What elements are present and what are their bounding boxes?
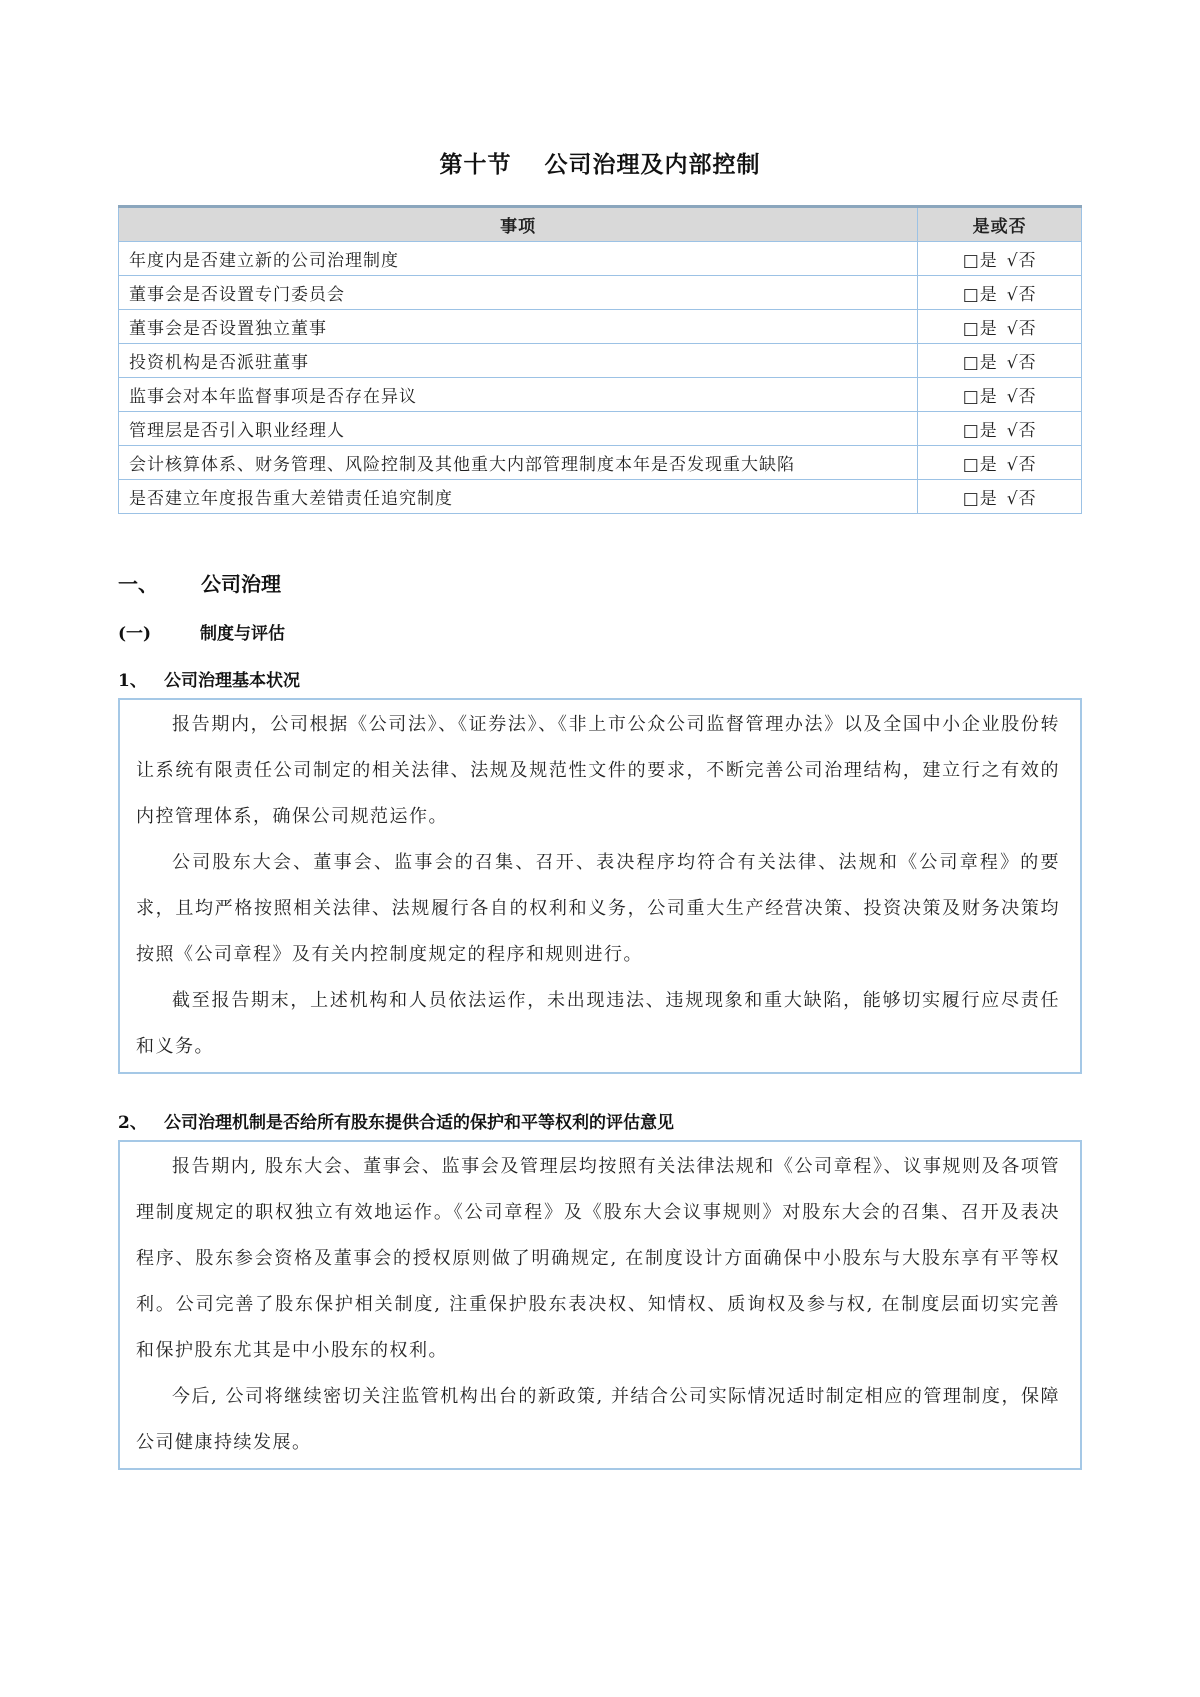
item-cell: 投资机构是否派驻董事 <box>119 344 918 378</box>
item-cell: 管理层是否引入职业经理人 <box>119 412 918 446</box>
no-option <box>1007 280 1037 305</box>
item-cell: 董事会是否设置专门委员会 <box>119 276 918 310</box>
checkbox-empty-icon: □ <box>962 353 980 373</box>
checkbox-empty-icon: □ <box>962 319 980 339</box>
table-row <box>119 276 1082 310</box>
checkmark-icon: √ <box>1006 455 1019 475</box>
section-title: 公司治理 <box>201 572 281 596</box>
yes-label: 是 <box>979 319 998 339</box>
no-option <box>1007 484 1037 509</box>
checkmark-icon: √ <box>1006 421 1019 441</box>
yes-label: 是 <box>979 489 998 509</box>
section-heading-governance <box>118 568 1082 597</box>
yes-label: 是 <box>979 353 998 373</box>
item1-heading <box>118 666 1082 691</box>
no-option <box>1007 348 1037 373</box>
checkbox-empty-icon: □ <box>962 387 980 407</box>
no-label: 否 <box>1018 455 1037 475</box>
checkbox-empty-icon: □ <box>962 285 980 305</box>
checkbox-empty-icon: □ <box>962 489 980 509</box>
yes-option <box>963 416 998 441</box>
yes-label: 是 <box>979 285 998 305</box>
paragraph: 报告期内，公司根据《公司法》、《证券法》、《非上市公众公司监督管理办法》以及全国中小企业股份转让系统有限责任公司制定的相关法律、法规及规范性文件的要求，不断完善公司治理结构，建立行之有效的内控管理体系，确保公司规范运作。 <box>136 714 1060 827</box>
yes-option <box>963 382 998 407</box>
checkmark-icon: √ <box>1006 353 1019 373</box>
table-row <box>119 412 1082 446</box>
no-option <box>1007 246 1037 271</box>
paragraph: 截至报告期末，上述机构和人员依法运作，未出现违法、违规现象和重大缺陷，能够切实履行应尽责任和义务。 <box>136 990 1060 1057</box>
table-row <box>119 344 1082 378</box>
item1-text-block <box>118 698 1082 1074</box>
paragraph: 公司股东大会、董事会、监事会的召集、召开、表决程序均符合有关法律、法规和《公司章程》的要求，且均严格按照相关法律、法规履行各自的权利和义务，公司重大生产经营决策、投资决策及财务决策均按照《公司章程》及有关内控制度规定的程序和规则进行。 <box>136 852 1060 965</box>
checkmark-icon: √ <box>1006 285 1019 305</box>
item-cell: 董事会是否设置独立董事 <box>119 310 918 344</box>
item1-number: 1、 <box>118 671 147 691</box>
yes-option <box>963 314 998 339</box>
item2-text-block <box>118 1140 1082 1470</box>
answer-cell <box>918 344 1082 378</box>
answer-cell <box>918 446 1082 480</box>
yes-label: 是 <box>979 455 998 475</box>
answer-cell <box>918 276 1082 310</box>
no-label: 否 <box>1018 285 1037 305</box>
no-option <box>1007 450 1037 475</box>
item2-heading <box>118 1108 1082 1133</box>
table-header-row <box>119 207 1082 242</box>
yes-option <box>963 280 998 305</box>
item-cell: 年度内是否建立新的公司治理制度 <box>119 242 918 276</box>
yes-option <box>963 246 998 271</box>
yes-label: 是 <box>979 387 998 407</box>
table-row <box>119 310 1082 344</box>
checkmark-icon: √ <box>1006 387 1019 407</box>
table-row <box>119 446 1082 480</box>
checkbox-empty-icon: □ <box>962 455 980 475</box>
item2-number: 2、 <box>118 1113 147 1133</box>
yes-option <box>963 484 998 509</box>
yes-label: 是 <box>979 251 998 271</box>
governance-checklist-table <box>118 205 1082 514</box>
no-label: 否 <box>1018 489 1037 509</box>
answer-cell <box>918 378 1082 412</box>
item2-title: 公司治理机制是否给所有股东提供合适的保护和平等权利的评估意见 <box>164 1113 674 1133</box>
table-row <box>119 378 1082 412</box>
answer-cell <box>918 310 1082 344</box>
no-option <box>1007 416 1037 441</box>
column-header-item: 事项 <box>119 207 918 242</box>
section-number: 一、 <box>118 572 158 596</box>
answer-cell <box>918 412 1082 446</box>
paragraph: 今后, 公司将继续密切关注监管机构出台的新政策, 并结合公司实际情况适时制定相应的管理制度，保障公司健康持续发展。 <box>136 1386 1060 1453</box>
checkmark-icon: √ <box>1006 319 1019 339</box>
subsection-number: (一) <box>118 624 152 644</box>
paragraph: 报告期内, 股东大会、董事会、监事会及管理层均按照有关法律法规和《公司章程》、议事规则及各项管理制度规定的职权独立有效地运作。《公司章程》及《股东大会议事规则》对股东大会的召集、召开及表决程序、股东参会资格及董事会的授权原则做了明确规定, 在制度设计方面确保中小股东与大股东享有平等权利。公司完善了股东保护相关制度, 注重保护股东表决权、知情权、质询权及参与权, 在制度层面切实完善和保护股东尤其是中小股东的权利。 <box>136 1156 1060 1361</box>
no-option <box>1007 314 1037 339</box>
checkmark-icon: √ <box>1006 251 1019 271</box>
item-cell: 监事会对本年监督事项是否存在异议 <box>119 378 918 412</box>
checkbox-empty-icon: □ <box>962 251 980 271</box>
column-header-yes-or-no: 是或否 <box>918 207 1082 242</box>
yes-option <box>963 450 998 475</box>
no-label: 否 <box>1018 319 1037 339</box>
subsection-heading-system-evaluation <box>118 619 1082 644</box>
subsection-title: 制度与评估 <box>200 624 285 644</box>
no-label: 否 <box>1018 251 1037 271</box>
item-cell: 是否建立年度报告重大差错责任追究制度 <box>119 480 918 514</box>
table-row <box>119 480 1082 514</box>
item-cell: 会计核算体系、财务管理、风险控制及其他重大内部管理制度本年是否发现重大缺陷 <box>119 446 918 480</box>
checkmark-icon: √ <box>1006 489 1019 509</box>
answer-cell <box>918 242 1082 276</box>
checkbox-empty-icon: □ <box>962 421 980 441</box>
table-row <box>119 242 1082 276</box>
yes-label: 是 <box>979 421 998 441</box>
item1-title: 公司治理基本状况 <box>164 671 300 691</box>
no-label: 否 <box>1018 353 1037 373</box>
no-label: 否 <box>1018 421 1037 441</box>
no-label: 否 <box>1018 387 1037 407</box>
page-title: 第十节 公司治理及内部控制 <box>439 152 761 178</box>
answer-cell <box>918 480 1082 514</box>
yes-option <box>963 348 998 373</box>
no-option <box>1007 382 1037 407</box>
